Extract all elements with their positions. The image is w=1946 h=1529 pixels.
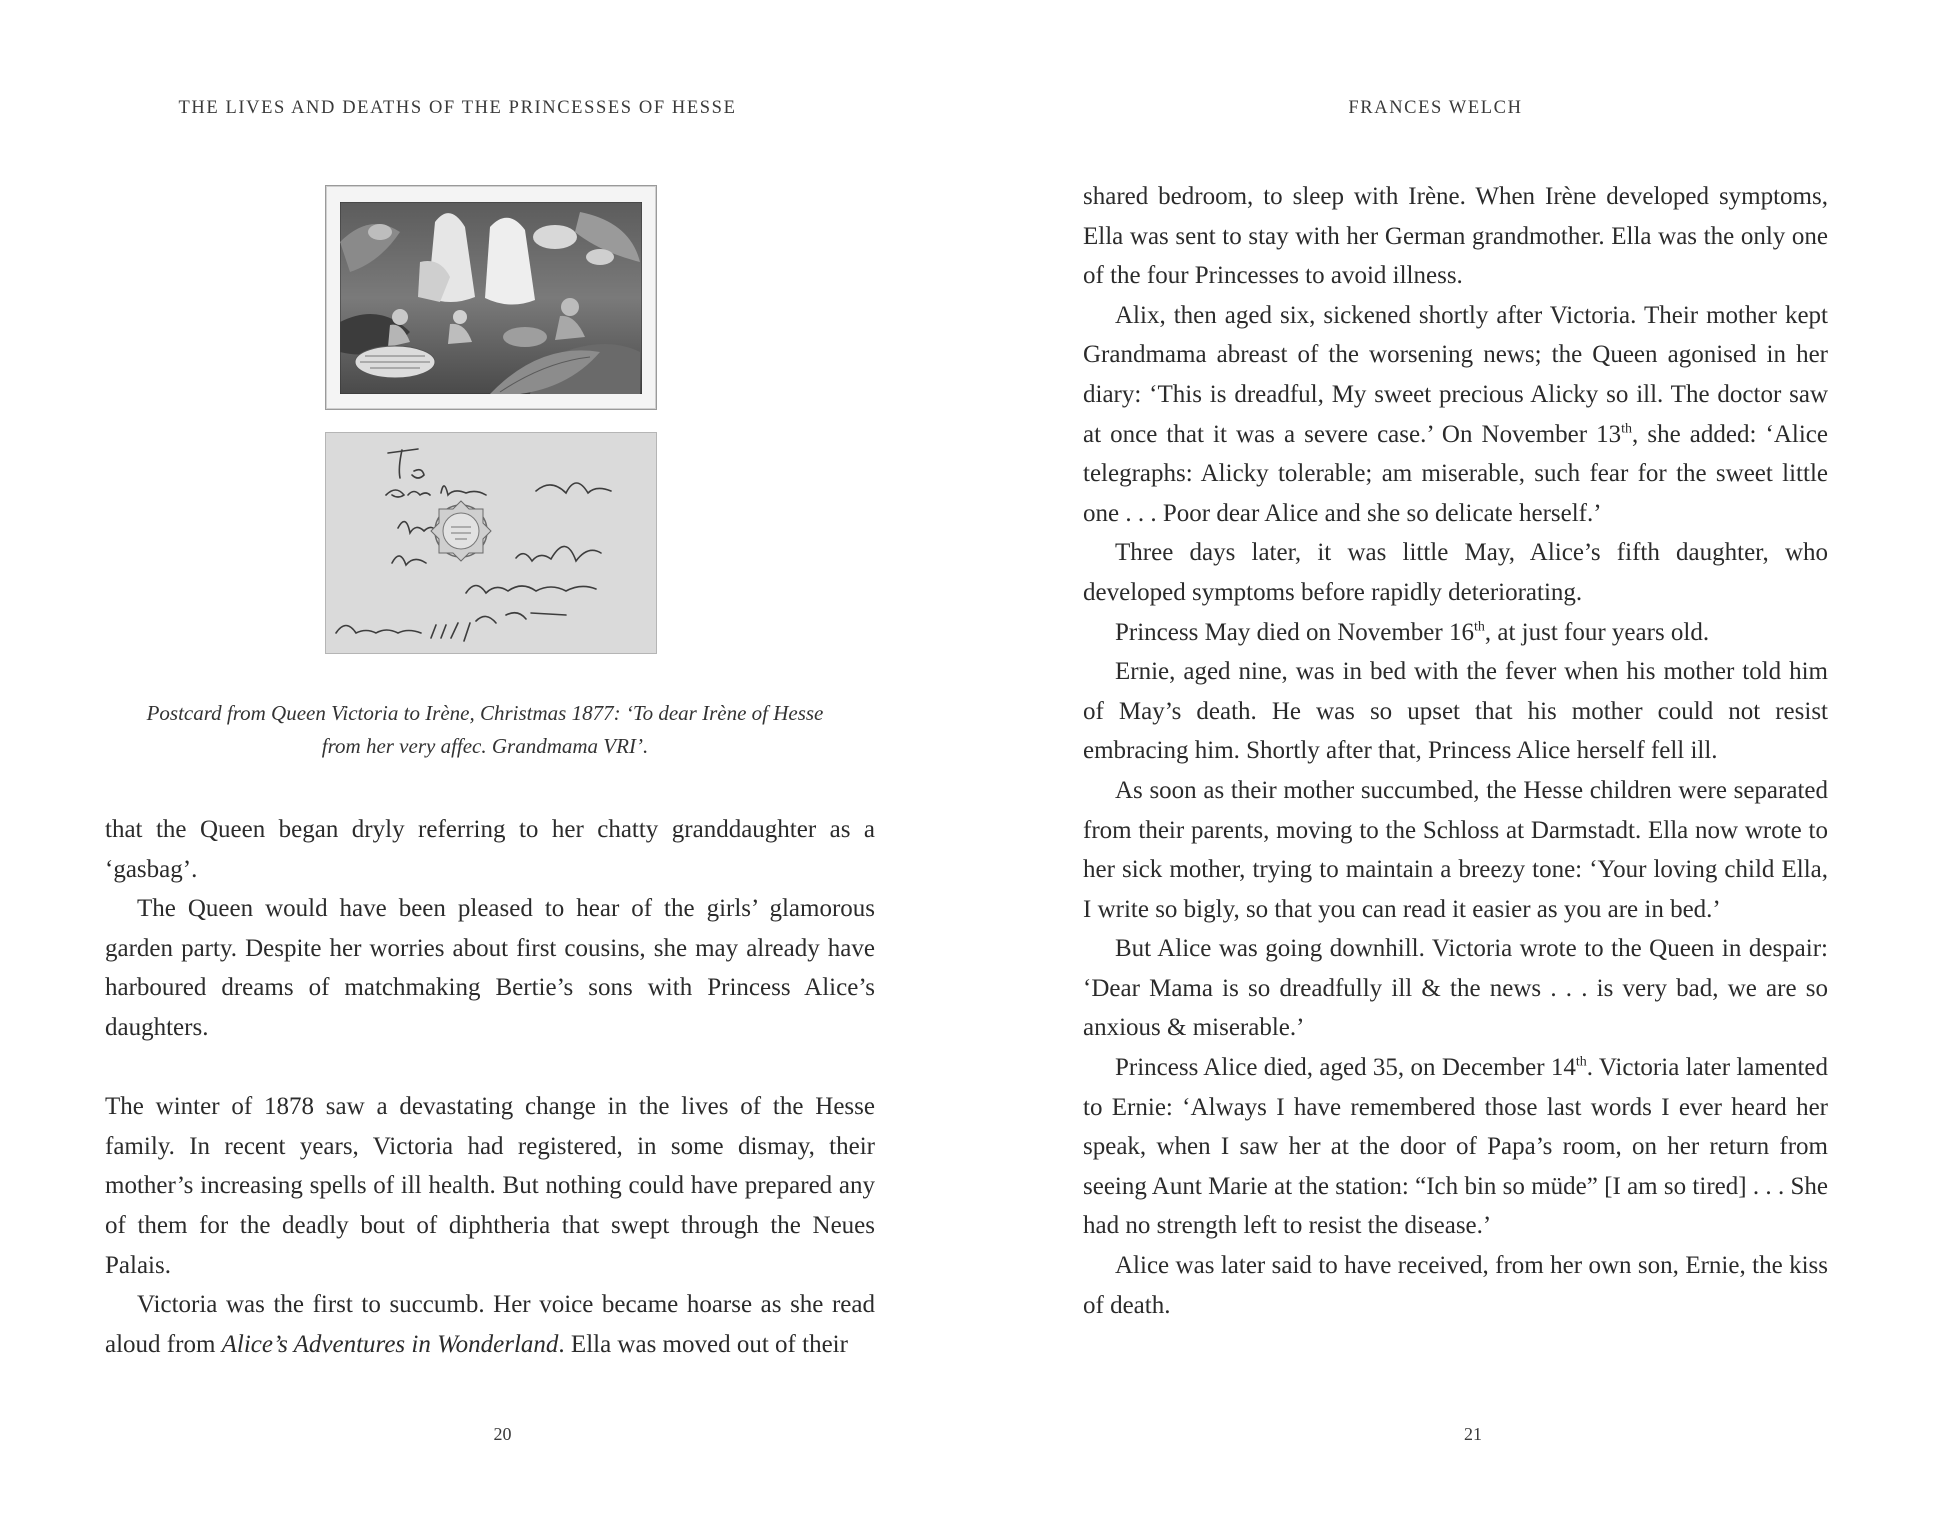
paragraph: shared bedroom, to sleep with Irène. When Irène developed symptoms, Ella was sent to stay with her German grandmother. Ella was the only one of the four Princesses to avoid illness. [1083, 183, 1828, 290]
paragraph: Alice was later said to have received, from her own son, Ernie, the kiss of death. [1083, 1252, 1828, 1319]
superscript: th [1473, 619, 1485, 635]
text-span: Victoria was the first to succumb. Her voice became hoarse as she read aloud from [105, 1291, 875, 1358]
page-number-left: 20 [493, 1424, 512, 1444]
text-span: , at just four years old. [1484, 618, 1710, 646]
paragraph: Three days later, it was little May, Alice’s fifth daughter, who developed symptoms before rapidly deteriorating. [1083, 539, 1828, 606]
handwritten-envelope-image [325, 432, 657, 654]
paragraph: As soon as their mother succumbed, the Hesse children were separated from their parents, moving to the Schloss at Darmstadt. Ella now wrote to her sick mother, trying to maintain a breezy tone: ‘Your loving child Ella, I write so bigly, so that you can read it easier as you are in bed.’ [1083, 776, 1828, 923]
text-span: . Ella was moved out of their [558, 1330, 848, 1358]
text-span: Princess Alice died, aged 35, on December 14 [1115, 1054, 1576, 1082]
fairy-illustration-image [325, 185, 657, 410]
right-page [973, 0, 1946, 1529]
text-span: , she added: ‘Alice telegraphs: Alicky tolerable; am miserable, such fear for the sweet little one . . . Poor dear Alice and she so delicate herself.’ [1083, 420, 1828, 527]
running-head-right: FRANCES WELCH [1348, 98, 1523, 118]
figure-caption [105, 697, 865, 763]
paragraph [1083, 1048, 1828, 1246]
paragraph: The Queen would have been pleased to hear of the girls’ glamorous garden party. Despite her worries about first cousins, she may already have harboured dreams of matchmaking Bertie’s sons with Princess Alice’s daughters. [105, 895, 875, 1041]
paragraph: Ernie, aged nine, was in bed with the fever when his mother told him of May’s death. He was so upset that his mother could not resist embracing him. Shortly after that, Princess Alice herself fell ill. [1083, 658, 1828, 765]
right-body-text [1083, 177, 1828, 1325]
paragraph: The winter of 1878 saw a devastating change in the lives of the Hesse family. In recent years, Victoria had registered, in some dismay, their mother’s increasing spells of ill health. But nothing could have prepared any of them for the deadly bout of diphtheria that swept through the Neues Palais. [105, 1093, 875, 1279]
superscript: th [1575, 1054, 1587, 1070]
paragraph: that the Queen began dryly referring to her chatty granddaughter as a ‘gasbag’. [105, 816, 875, 883]
left-body-text [105, 810, 875, 1364]
caption-line-2: from her very affec. Grandmama VRI’. [321, 734, 649, 758]
caption-line-1: Postcard from Queen Victoria to Irène, Christmas 1877: ‘To dear Irène of Hesse [146, 701, 824, 725]
text-span: Princess May died on November 16 [1115, 618, 1474, 646]
page-number-right: 21 [1464, 1424, 1482, 1444]
text-span: Alix, then aged six, sickened shortly after Victoria. Their mother kept Grandmama abreast of the worsening news; the Queen agonised in her diary: ‘This is dreadful, My sweet precious Alicky so ill. The doctor saw at once that it was a severe case.’ On November 13 [1083, 301, 1828, 448]
paragraph [1083, 296, 1828, 534]
paragraph [1083, 613, 1828, 653]
superscript: th [1621, 421, 1633, 437]
book-title: Alice’s Adventures in Wonderland [221, 1330, 559, 1358]
paragraph [105, 1285, 875, 1364]
paragraph: But Alice was going downhill. Victoria wrote to the Queen in despair: ‘Dear Mama is so dreadfully ill & the news . . . is very bad, we are so anxious & miserable.’ [1083, 935, 1828, 1042]
running-head-left: THE LIVES AND DEATHS OF THE PRINCESSES OF HESSE [178, 98, 737, 118]
text-span: . Victoria later lamented to Ernie: ‘Always I have remembered those last words I ever heard her speak, when I saw her at the door of Papa’s room, on her return from seeing Aunt Marie at the station: “Ich bin so müde” [I am so tired] . . . She had no strength left to resist the disease.’ [1083, 1054, 1828, 1240]
